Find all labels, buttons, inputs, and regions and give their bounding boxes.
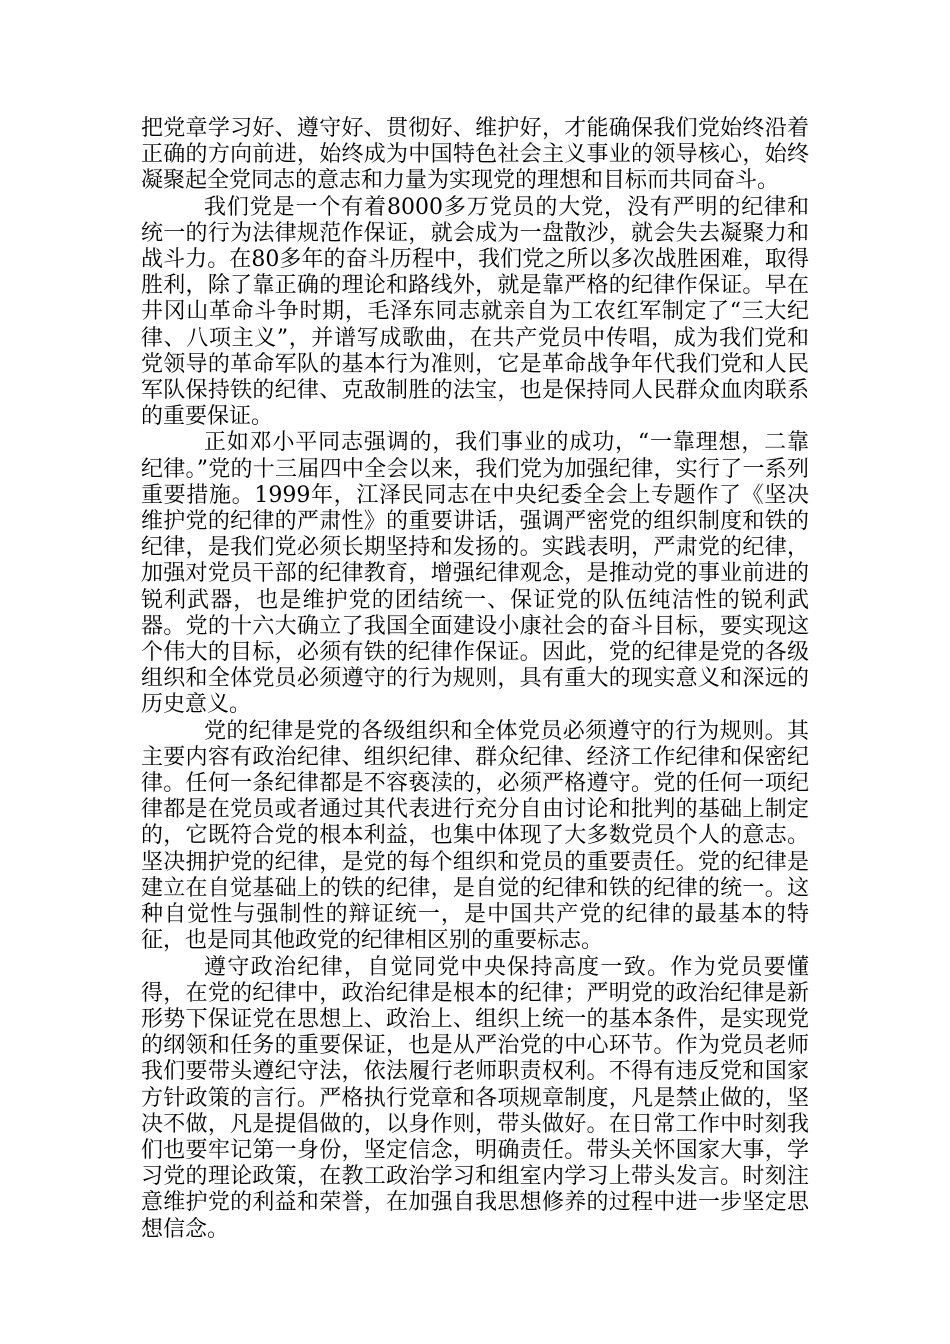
paragraph-2: 我们党是一个有着8000多万党员的大党，没有严明的纪律和统一的行为法律规范作保证，就会成为一盘散沙，就会失去凝聚力和战斗力。在80多年的奋斗历程中，我们党之所以多次战胜困难，取得胜利，除了靠正确的理论和路线外，就是靠严格的纪律作保证。早在井冈山革命斗争时期，毛泽东同志就亲自为工农红军制定了“三大纪律、八项主义”，并谱写成歌曲，在共产党员中传唱，成为我们党和党领导的革命军队的基本行为准则，它是革命战争年代我们党和人民军队保持铁的纪律、克敌制胜的法宝，也是保持同人民群众血肉联系的重要保证。 — [141, 194, 809, 430]
paragraph-5: 遵守政治纪律，自觉同党中央保持高度一致。作为党员要懂得，在党的纪律中，政治纪律是根本的纪律；严明党的政治纪律是新形势下保证党在思想上、政治上、组织上统一的基本条件，是实现党的纲领和任务的重要保证，也是从严治党的中心环节。作为党员老师我们要带头遵纪守法，依法履行老师职责权利。不得有违反党和国家方针政策的言行。严格执行党章和各项规章制度，凡是禁止做的，坚决不做，凡是提倡做的，以身作则，带头做好。在日常工作中时刻我们也要牢记第一身份，坚定信念，明确责任。带头关怀国家大事，学习党的理论政策，在教工政治学习和组室内学习上带头发言。时刻注意维护党的利益和荣誉，在加强自我思想修养的过程中进一步坚定思想信念。 — [141, 954, 809, 1242]
paragraph-3: 正如邓小平同志强调的，我们事业的成功，“一靠理想，二靠纪律。”党的十三届四中全会以来，我们党为加强纪律，实行了一系列重要措施。1999年，江泽民同志在中央纪委全会上专题作了《坚决维护党的纪律的严肃性》的重要讲话，强调严密党的组织制度和铁的纪律，是我们党必须长期坚持和发扬的。实践表明，严肃党的纪律，加强对党员干部的纪律教育，增强纪律观念，是推动党的事业前进的锐利武器，也是维护党的团结统一、保证党的队伍纯洁性的锐利武器。党的十六大确立了我国全面建设小康社会的奋斗目标，要实现这个伟大的目标，必须有铁的纪律作保证。因此，党的纪律是党的各级组织和全体党员必须遵守的行为规则，具有重大的现实意义和深远的历史意义。 — [141, 430, 809, 718]
paragraph-4: 党的纪律是党的各级组织和全体党员必须遵守的行为规则。其主要内容有政治纪律、组织纪律、群众纪律、经济工作纪律和保密纪律。任何一条纪律都是不容亵渎的，必须严格遵守。党的任何一项纪律都是在党员或者通过其代表进行充分自由讨论和批判的基础上制定的，它既符合党的根本利益，也集中体现了大多数党员个人的意志。坚决拥护党的纪律，是党的每个组织和党员的重要责任。党的纪律是建立在自觉基础上的铁的纪律，是自觉的纪律和铁的纪律的统一。这种自觉性与强制性的辩证统一，是中国共产党的纪律的最基本的特征，也是同其他政党的纪律相区别的重要标志。 — [141, 718, 809, 954]
paragraph-1: 把党章学习好、遵守好、贯彻好、维护好，才能确保我们党始终沿着正确的方向前进，始终成为中国特色社会主义事业的领导核心，始终凝聚起全党同志的意志和力量为实现党的理想和目标而共同奋斗。 — [141, 116, 809, 194]
document-body — [141, 116, 809, 1243]
